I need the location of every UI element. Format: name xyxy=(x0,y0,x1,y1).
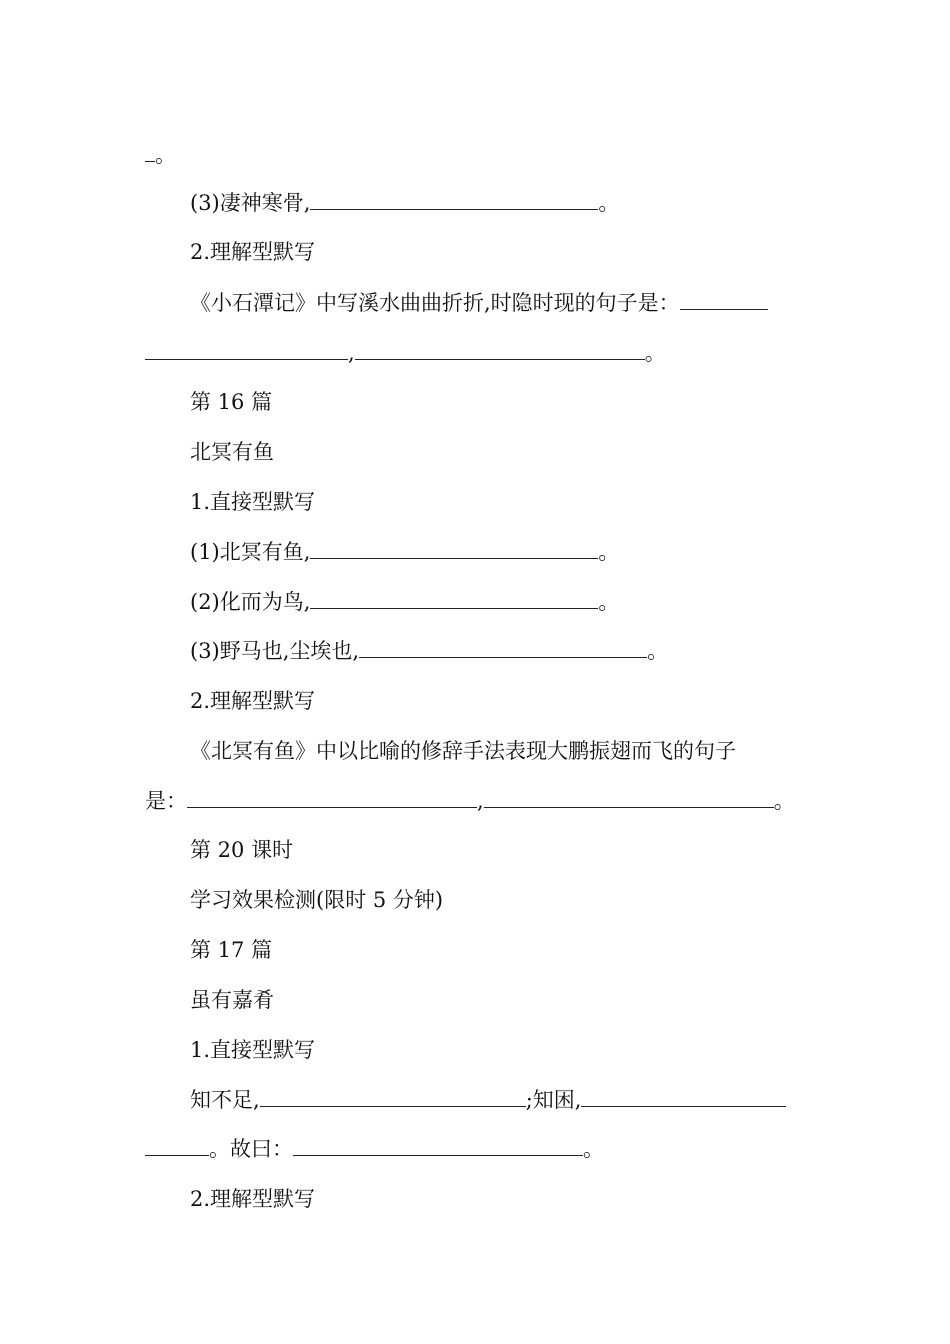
question-item xyxy=(190,1085,786,1115)
answer-line-continuation xyxy=(145,1134,604,1164)
question-text: 《北冥有鱼》中以比喻的修辞手法表现大鹏振翅而飞的句子 xyxy=(190,739,736,763)
question-item-3 xyxy=(190,188,619,218)
answer-blank[interactable] xyxy=(359,637,647,658)
answer-blank[interactable] xyxy=(145,1135,209,1156)
answer-line xyxy=(145,786,795,816)
line-end-punct: 。 xyxy=(598,191,620,215)
comma: , xyxy=(348,341,355,365)
answer-blank[interactable] xyxy=(310,588,598,609)
answer-line-continuation xyxy=(145,338,666,368)
question-item-2 xyxy=(190,587,619,617)
question-item-3 xyxy=(190,636,668,666)
section-heading: 2.理解型默写 xyxy=(190,689,316,713)
question-prompt: (1)北冥有鱼, xyxy=(190,540,311,564)
passage-title: 虽有嘉肴 xyxy=(190,988,274,1012)
passage-title: 北冥有鱼 xyxy=(190,440,274,464)
answer-blank[interactable] xyxy=(310,189,598,210)
answer-blank[interactable] xyxy=(680,289,768,310)
section-heading: 1.直接型默写 xyxy=(190,1038,316,1062)
question-prompt: (2)化而为鸟, xyxy=(190,590,311,614)
quiz-heading: 学习效果检测(限时 5 分钟) xyxy=(190,888,444,912)
answer-blank[interactable] xyxy=(310,538,598,559)
question-prompt: (3)野马也,尘埃也, xyxy=(190,639,360,663)
chapter-heading: 第 16 篇 xyxy=(190,390,273,414)
section-heading: 2.理解型默写 xyxy=(190,240,316,264)
question-prompt: (3)凄神寒骨, xyxy=(190,191,311,215)
line-end-punct: 。 xyxy=(773,789,795,813)
question-prompt: ;知困, xyxy=(525,1088,582,1112)
answer-line-continuation xyxy=(145,140,176,170)
answer-blank[interactable] xyxy=(293,1135,583,1156)
question-text: 《小石潭记》中写溪水曲曲折折,时隐时现的句子是： xyxy=(190,291,680,315)
line-end-punct: 。 xyxy=(647,639,669,663)
line-end-punct: 。 xyxy=(644,341,666,365)
section-heading: 2.理解型默写 xyxy=(190,1187,316,1211)
answer-blank[interactable] xyxy=(581,1086,786,1107)
question-prompt: 。故曰： xyxy=(209,1137,293,1161)
answer-blank[interactable] xyxy=(260,1086,526,1107)
section-heading: 1.直接型默写 xyxy=(190,490,316,514)
question-item-1 xyxy=(190,537,619,567)
answer-blank[interactable] xyxy=(145,339,348,360)
line-end-punct: 。 xyxy=(155,143,176,167)
question-prompt: 知不足, xyxy=(190,1088,260,1112)
comma: , xyxy=(477,789,484,813)
line-end-punct: 。 xyxy=(598,590,620,614)
lesson-heading: 第 20 课时 xyxy=(190,838,294,862)
answer-blank[interactable] xyxy=(145,141,155,162)
line-end-punct: 。 xyxy=(598,540,620,564)
question-prompt xyxy=(190,288,768,318)
answer-blank[interactable] xyxy=(187,787,477,808)
answer-blank[interactable] xyxy=(355,339,645,360)
question-prompt: 是： xyxy=(145,789,187,813)
line-end-punct: 。 xyxy=(583,1137,604,1161)
chapter-heading: 第 17 篇 xyxy=(190,938,273,962)
answer-blank[interactable] xyxy=(484,787,774,808)
